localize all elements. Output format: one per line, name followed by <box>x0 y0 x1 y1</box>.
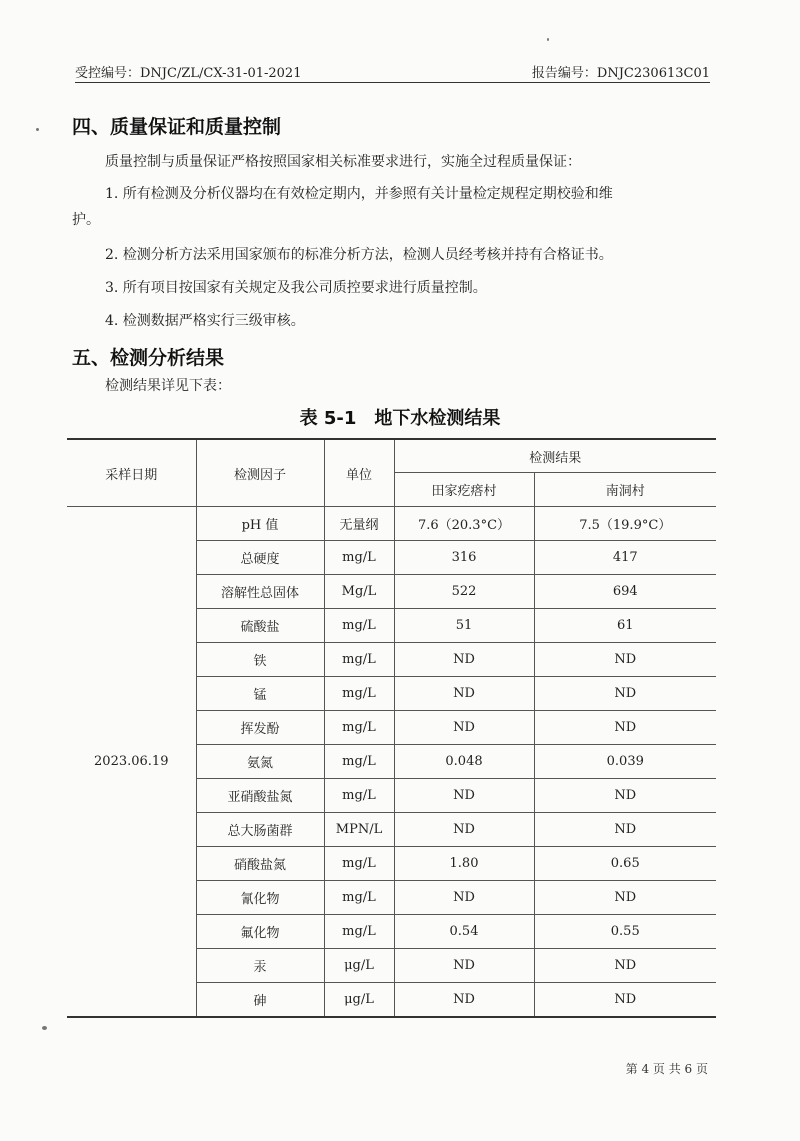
qc-item-4: 4. 检测数据严格实行三级审核。 <box>105 313 305 329</box>
qc-item-2: 2. 检测分析方法采用国家颁布的标准分析方法，检测人员经考核并持有合格证书。 <box>105 247 613 263</box>
unit-cell: MPN/L <box>324 813 394 847</box>
unit-cell: mg/L <box>324 881 394 915</box>
unit-cell: mg/L <box>324 711 394 745</box>
factor-cell: 亚硝酸盐氮 <box>196 779 324 813</box>
unit-cell: mg/L <box>324 847 394 881</box>
factor-cell: 锰 <box>196 677 324 711</box>
site-1-value: ND <box>394 643 534 677</box>
site-2-value: ND <box>534 677 716 711</box>
site-2-value: ND <box>534 643 716 677</box>
site-1-value: ND <box>394 949 534 983</box>
header-factor: 检测因子 <box>196 439 324 507</box>
site-2-value: 0.039 <box>534 745 716 779</box>
header-date: 采样日期 <box>67 439 196 507</box>
site-2-value: ND <box>534 779 716 813</box>
site-2-value: 0.65 <box>534 847 716 881</box>
factor-cell: pH 值 <box>196 507 324 541</box>
site-1-value: 522 <box>394 575 534 609</box>
header-unit: 单位 <box>324 439 394 507</box>
site-2-value: ND <box>534 813 716 847</box>
control-number: 受控编号：DNJC/ZL/CX-31-01-2021 <box>75 66 302 81</box>
qc-item-3: 3. 所有项目按国家有关规定及我公司质控要求进行质量控制。 <box>105 280 487 296</box>
site-1-value: ND <box>394 711 534 745</box>
site-1-value: 51 <box>394 609 534 643</box>
table-row <box>67 507 716 541</box>
factor-cell: 氰化物 <box>196 881 324 915</box>
qc-item-1-line-2: 护。 <box>72 212 100 228</box>
site-1-value: ND <box>394 881 534 915</box>
site-2-value: ND <box>534 949 716 983</box>
header-site-2: 南洞村 <box>534 473 716 507</box>
factor-cell: 氨氮 <box>196 745 324 779</box>
page-header <box>75 62 710 83</box>
site-1-value: 0.54 <box>394 915 534 949</box>
qc-item-1-line-1: 1. 所有检测及分析仪器均在有效检定期内，并参照有关计量检定规程定期校验和维 <box>105 186 613 202</box>
site-1-value: ND <box>394 677 534 711</box>
site-2-value: 417 <box>534 541 716 575</box>
section-5-title: 五、检测分析结果 <box>72 347 225 369</box>
site-2-value: 7.5（19.9°C） <box>534 507 716 541</box>
factor-cell: 铁 <box>196 643 324 677</box>
site-1-value: 316 <box>394 541 534 575</box>
factor-cell: 砷 <box>196 983 324 1018</box>
factor-cell: 硫酸盐 <box>196 609 324 643</box>
sampling-date: 2023.06.19 <box>67 507 196 1018</box>
factor-cell: 总硬度 <box>196 541 324 575</box>
unit-cell: mg/L <box>324 915 394 949</box>
page-number: 第 4 页 共 6 页 <box>625 1062 708 1076</box>
section-4-intro: 质量控制与质量保证严格按照国家相关标准要求进行，实施全过程质量保证： <box>105 154 581 170</box>
report-number: 报告编号：DNJC230613C01 <box>531 66 710 81</box>
unit-cell: mg/L <box>324 643 394 677</box>
unit-cell: mg/L <box>324 745 394 779</box>
site-2-value: 0.55 <box>534 915 716 949</box>
unit-cell: 无量纲 <box>324 507 394 541</box>
site-2-value: 694 <box>534 575 716 609</box>
results-table <box>67 438 716 1018</box>
site-1-value: 7.6（20.3°C） <box>394 507 534 541</box>
scan-speck <box>36 128 39 131</box>
site-2-value: 61 <box>534 609 716 643</box>
factor-cell: 挥发酚 <box>196 711 324 745</box>
factor-cell: 溶解性总固体 <box>196 575 324 609</box>
scan-speck <box>547 38 549 41</box>
factor-cell: 硝酸盐氮 <box>196 847 324 881</box>
factor-cell: 氟化物 <box>196 915 324 949</box>
site-2-value: ND <box>534 881 716 915</box>
scan-speck <box>42 1026 47 1030</box>
factor-cell: 汞 <box>196 949 324 983</box>
site-1-value: 1.80 <box>394 847 534 881</box>
unit-cell: mg/L <box>324 609 394 643</box>
site-2-value: ND <box>534 711 716 745</box>
site-1-value: ND <box>394 813 534 847</box>
unit-cell: Mg/L <box>324 575 394 609</box>
unit-cell: μg/L <box>324 949 394 983</box>
site-2-value: ND <box>534 983 716 1018</box>
header-site-1: 田家疙瘩村 <box>394 473 534 507</box>
section-4-title: 四、质量保证和质量控制 <box>72 116 282 138</box>
section-5-intro: 检测结果详见下表： <box>105 378 231 394</box>
header-result: 检测结果 <box>394 439 716 473</box>
unit-cell: mg/L <box>324 779 394 813</box>
site-1-value: ND <box>394 983 534 1018</box>
unit-cell: μg/L <box>324 983 394 1018</box>
unit-cell: mg/L <box>324 677 394 711</box>
factor-cell: 总大肠菌群 <box>196 813 324 847</box>
unit-cell: mg/L <box>324 541 394 575</box>
table-caption: 表 5-1 地下水检测结果 <box>299 408 501 429</box>
site-1-value: 0.048 <box>394 745 534 779</box>
site-1-value: ND <box>394 779 534 813</box>
